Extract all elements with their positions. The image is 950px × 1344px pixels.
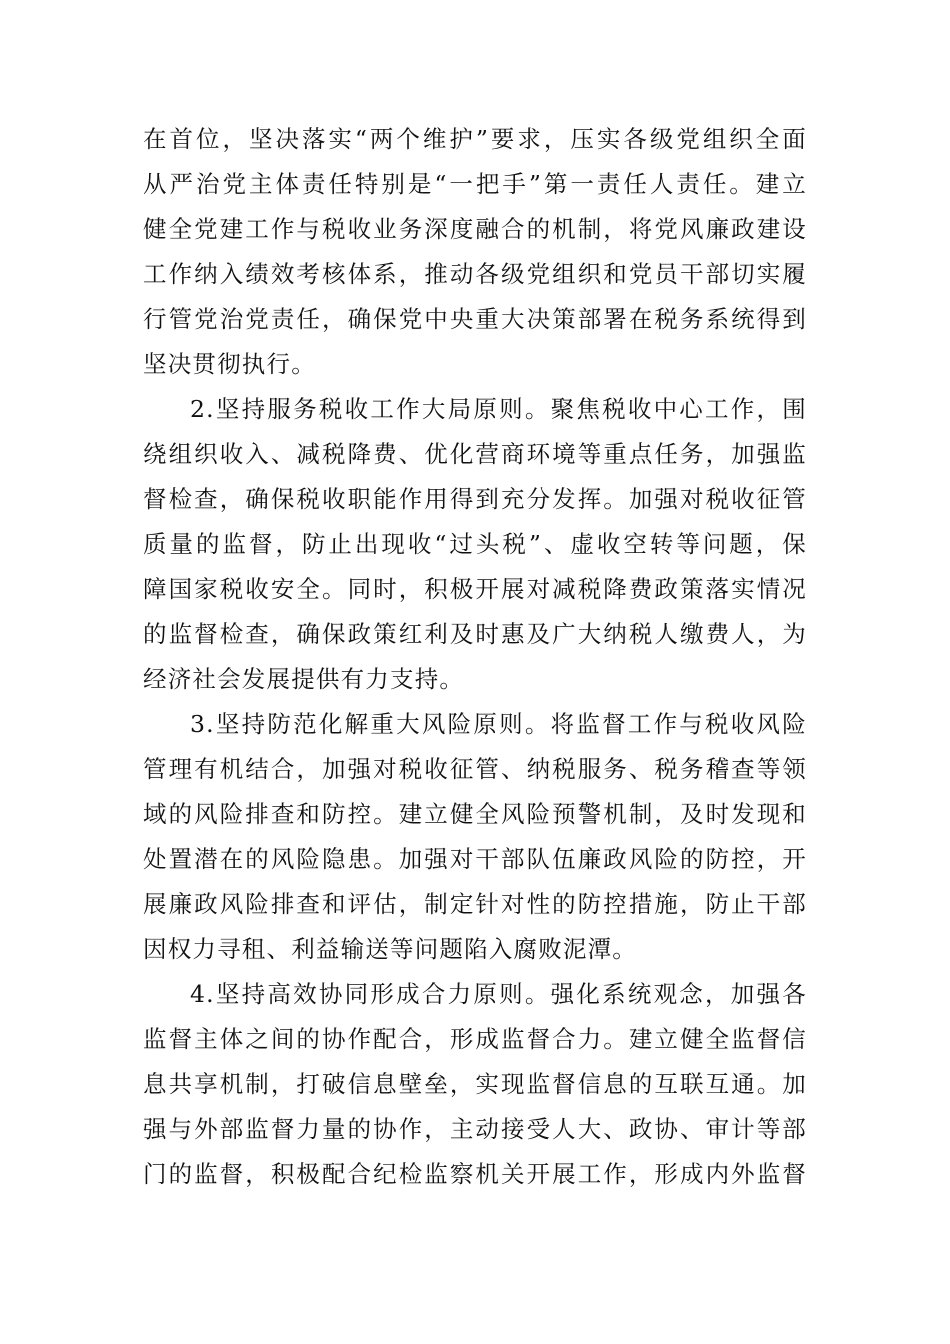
text-line: 处置潜在的风险隐患。加强对干部队伍廉政风险的防控，开 (143, 845, 807, 873)
text-line: 质量的监督，防止出现收“过头税”、虚收空转等问题，保 (143, 530, 807, 558)
paragraph-principle-4 (143, 972, 807, 1197)
text-line: 门的监督，积极配合纪检监察机关开展工作，形成内外监督 (143, 1160, 807, 1188)
text-line: 障国家税收安全。同时，积极开展对减税降费政策落实情况 (143, 575, 807, 603)
text-line: 的监督检查，确保政策红利及时惠及广大纳税人缴费人，为 (143, 620, 807, 648)
text-line: 经济社会发展提供有力支持。 (143, 665, 465, 693)
text-line: 绕组织收入、减税降费、优化营商环境等重点任务，加强监 (143, 440, 807, 468)
text-line: 3.坚持防范化解重大风险原则。将监督工作与税收风险 (190, 710, 807, 738)
text-line: 督检查，确保税收职能作用得到充分发挥。加强对税收征管 (143, 485, 807, 513)
text-line: 展廉政风险排查和评估，制定针对性的防控措施，防止干部 (143, 890, 807, 918)
text-line: 从严治党主体责任特别是“一把手”第一责任人责任。建立 (143, 170, 807, 198)
text-line: 监督主体之间的协作配合，形成监督合力。建立健全监督信 (143, 1025, 807, 1053)
text-line: 2.坚持服务税收工作大局原则。聚焦税收中心工作，围 (190, 395, 807, 423)
paragraph-principle-3 (143, 702, 807, 972)
text-line: 健全党建工作与税收业务深度融合的机制，将党风廉政建设 (143, 215, 807, 243)
paragraph-continuation (143, 117, 807, 387)
text-line: 工作纳入绩效考核体系，推动各级党组织和党员干部切实履 (143, 260, 807, 288)
document-body (143, 117, 807, 1197)
text-line: 管理有机结合，加强对税收征管、纳税服务、税务稽查等领 (143, 755, 807, 783)
text-line: 强与外部监督力量的协作，主动接受人大、政协、审计等部 (143, 1115, 807, 1143)
text-line: 域的风险排查和防控。建立健全风险预警机制，及时发现和 (143, 800, 807, 828)
text-line: 4.坚持高效协同形成合力原则。强化系统观念，加强各 (190, 980, 807, 1008)
text-line: 息共享机制，打破信息壁垒，实现监督信息的互联互通。加 (143, 1070, 807, 1098)
text-line: 因权力寻租、利益输送等问题陷入腐败泥潭。 (143, 935, 637, 963)
paragraph-principle-2 (143, 387, 807, 702)
text-line: 坚决贯彻执行。 (143, 350, 316, 378)
text-line: 在首位，坚决落实“两个维护”要求，压实各级党组织全面 (143, 125, 807, 153)
text-line: 行管党治党责任，确保党中央重大决策部署在税务系统得到 (143, 305, 807, 333)
